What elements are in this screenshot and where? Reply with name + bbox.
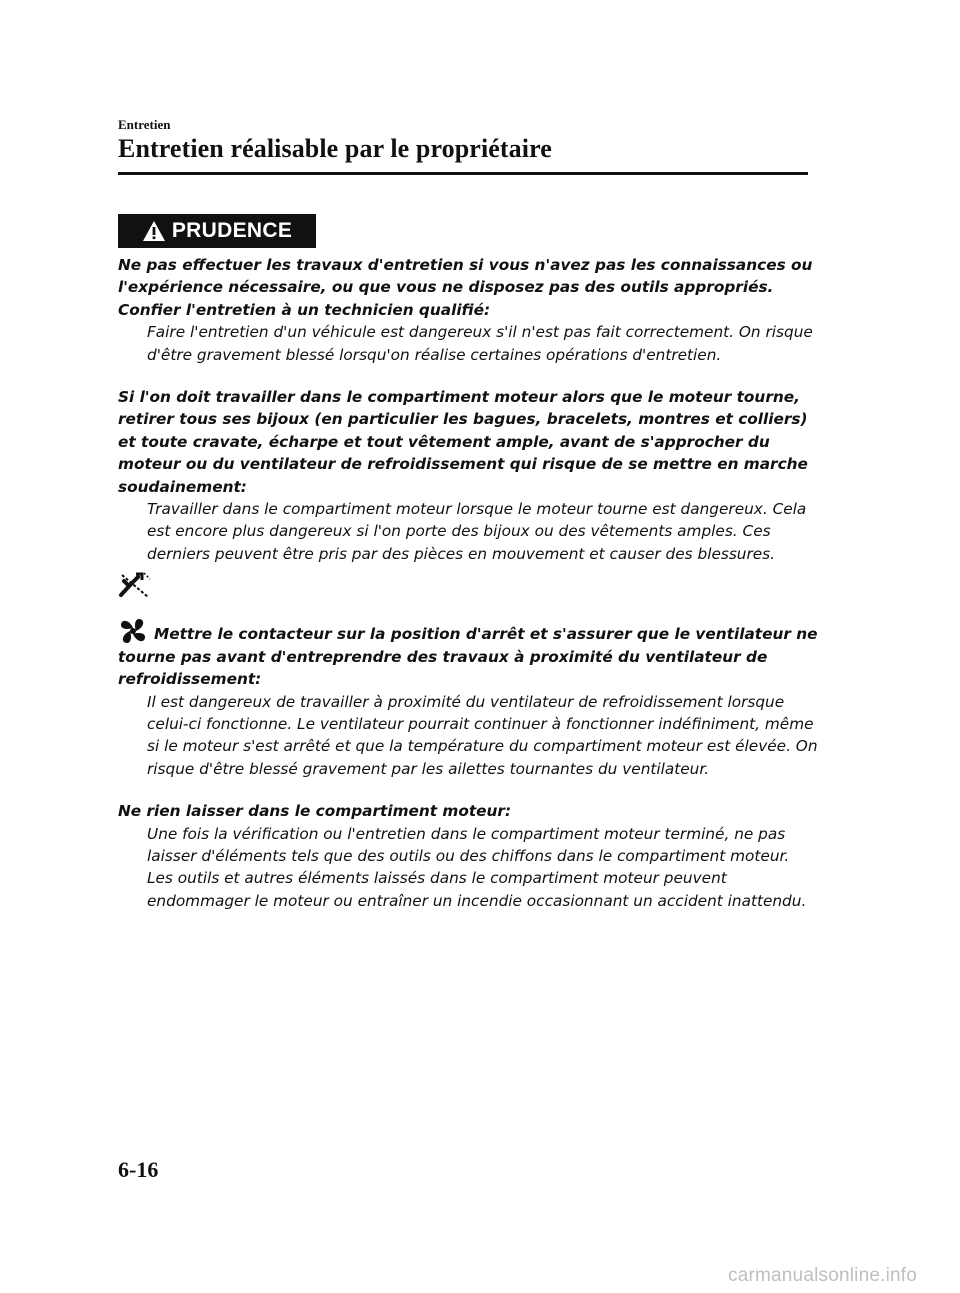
- warning-body: Faire l'entretien d'un véhicule est dangereux s'il n'est pas fait correctement. On risque d'être gravement blessé lorsqu'on réalise certaines opérations d'entretien.: [147, 323, 813, 364]
- no-tools-icon: [118, 571, 152, 599]
- page-title: Entretien réalisable par le propriétaire: [118, 134, 552, 163]
- icon-row: [118, 571, 818, 617]
- section-label: Entretien: [118, 117, 171, 132]
- title-divider: [118, 172, 808, 175]
- warning-item: [118, 254, 818, 366]
- warning-item: [118, 386, 818, 565]
- warning-heading-text: Mettre le contacteur sur la position d'arrêt et s'assurer que le ventilateur ne tourne pas avant d'entreprendre des travaux à proximité du ventilateur de refroidissement:: [118, 625, 818, 689]
- warning-body: Une fois la vérification ou l'entretien dans le compartiment moteur terminé, ne pas laisser d'éléments tels que des outils ou des chiffons dans le compartiment moteur. Les outils et autres éléments laissés dans le compartiment moteur peuvent endommager le moteur ou entraîner un incendie occasionnant un accident inattendu.: [147, 824, 807, 910]
- warning-triangle-icon: [142, 220, 166, 242]
- fan-icon: [118, 617, 148, 645]
- warning-body: Il est dangereux de travailler à proximité du ventilateur de refroidissement lorsque celui-ci fonctionne. Le ventilateur pourrait continuer à fonctionner indéfiniment, même si le moteur s'est arrêté et que la température du compartiment moteur est élevée. On risque d'être blessé gravement par les ailettes tournantes du ventilateur.: [147, 692, 818, 778]
- warning-heading: Si l'on doit travailler dans le compartiment moteur alors que le moteur tourne, retirer tous ses bijoux (en particulier les bagues, bracelets, montres et colliers) et toute cravate, écharpe et tout vêtement ample, avant de s'approcher du moteur ou du ventilateur de refroidissement qui risque de se mettre en marche soudainement:: [118, 388, 808, 496]
- watermark: carmanualsonline.info: [728, 1265, 918, 1286]
- warnings-list: [118, 254, 818, 912]
- page-number: 6-16: [118, 1157, 159, 1182]
- warning-heading: Ne pas effectuer les travaux d'entretien si vous n'avez pas les connaissances ou l'expérience nécessaire, ou que vous ne disposez pas des outils appropriés. Confier l'entretien à un technicien qualifié:: [118, 256, 813, 319]
- warning-item: [118, 800, 818, 912]
- caution-badge: [118, 214, 316, 248]
- warning-body: Travailler dans le compartiment moteur lorsque le moteur tourne est dangereux. Cela est encore plus dangereux si l'on porte des bijoux ou des vêtements amples. Ces derniers peuvent être pris par des pièces en mouvement et causer des blessures.: [147, 500, 807, 563]
- warning-heading: [118, 617, 818, 690]
- caution-label: PRUDENCE: [171, 219, 293, 242]
- warning-heading: Ne rien laisser dans le compartiment moteur:: [118, 802, 512, 821]
- warning-item: [118, 617, 818, 780]
